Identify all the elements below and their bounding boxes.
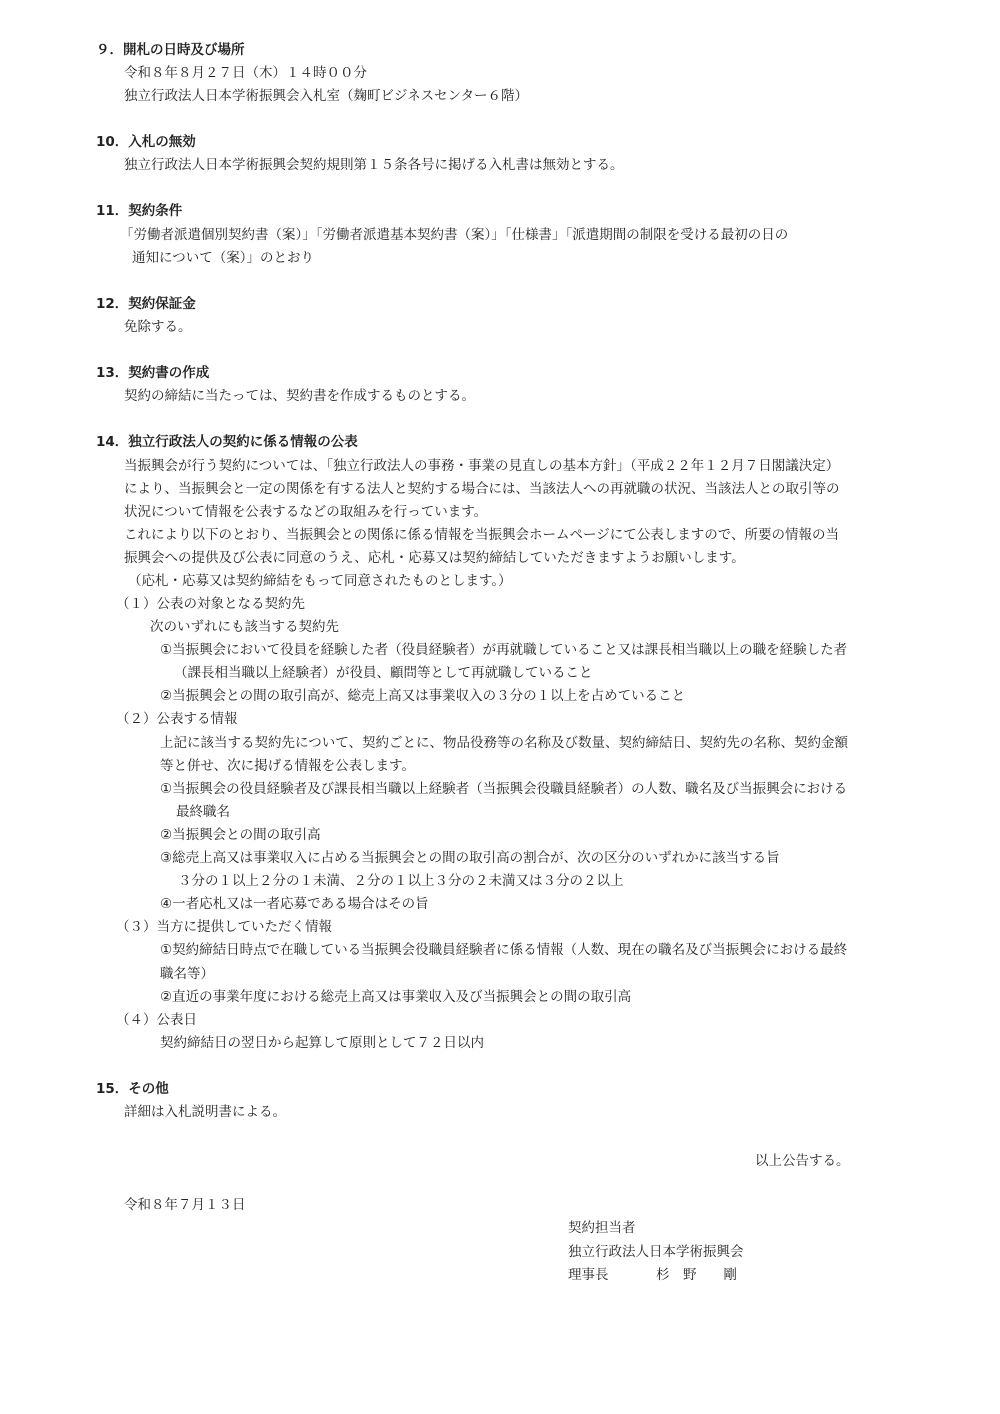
section-13-line: 契約の締結に当たっては、契約書を作成するものとする。 [124,388,475,404]
signature-title: 理事長 [568,1267,609,1283]
section-14-line: 職名等） [160,966,214,982]
notice-date: 令和８年７月１３日 [124,1197,246,1213]
section-12-line: 免除する。 [124,319,192,335]
signature-role: 契約担当者 [568,1220,636,1236]
section-14-heading: 14．独立行政法人の契約に係る情報の公表 [96,434,358,450]
section-13-heading: 13．契約書の作成 [96,365,210,381]
section-14-line: ②直近の事業年度における総売上高又は事業収入及び当振興会との間の取引高 [160,989,632,1005]
section-14-line: （課長相当職以上経験者）が役員、顧問等として再就職していること [174,665,593,681]
section-12-heading: 12．契約保証金 [96,296,196,312]
section-14-line: 上記に該当する契約先について、契約ごとに、物品役務等の名称及び数量、契約締結日、契約先の名称、契約金額 [160,735,848,751]
section-14-line: これにより以下のとおり、当振興会との関係に係る情報を当振興会ホームページにて公表しますので、所要の情報の当 [124,527,839,543]
section-9-line: 独立行政法人日本学術振興会入札室（麹町ビジネスセンター６階） [124,88,529,104]
subsection-1-heading: （１）公表の対象となる契約先 [116,596,305,612]
section-14-line: ３分の１以上２分の１未満、２分の１以上３分の２未満又は３分の２以上 [178,873,624,889]
section-14-line: 契約締結日の翌日から起算して原則として７２日以内 [160,1035,484,1051]
section-9-line: 令和８年８月２７日（木）１４時００分 [124,65,367,81]
section-9-heading: ９．開札の日時及び場所 [96,42,245,58]
section-11-heading: 11．契約条件 [96,203,183,219]
section-14-line: 次のいずれにも該当する契約先 [150,619,339,635]
subsection-4-heading: （４）公表日 [116,1012,197,1028]
closing-statement: 以上公告する。 [755,1153,850,1169]
signature-org: 独立行政法人日本学術振興会 [568,1244,744,1260]
section-15-line: 詳細は入札説明書による。 [124,1104,286,1120]
section-14-line: ②当振興会との間の取引高が、総売上高又は事業収入の３分の１以上を占めていること [160,688,686,704]
section-10-heading: 10．入札の無効 [96,134,196,150]
section-14-line: ①契約締結日時点で在職している当振興会役職員経験者に係る情報（人数、現在の職名及び当振興会における最終 [160,942,848,958]
section-14-line: ③総売上高又は事業収入に占める当振興会との間の取引高の割合が、次の区分のいずれかに該当する旨 [160,850,780,866]
signature-name: 杉 野 剛 [656,1267,737,1283]
section-14-line: 最終職名 [176,804,230,820]
section-14-line: ④一者応札又は一者応募である場合はその旨 [160,896,429,912]
section-10-line: 独立行政法人日本学術振興会契約規則第１５条各号に掲げる入札書は無効とする。 [124,157,624,173]
section-14-line: 当振興会が行う契約については、「独立行政法人の事務・事業の見直しの基本方針」（平成２２年１２月７日閣議決定） [124,458,840,474]
section-15-heading: 15．その他 [96,1081,169,1097]
section-14-line: ②当振興会との間の取引高 [160,827,321,843]
subsection-2-heading: （２）公表する情報 [116,711,238,727]
section-14-line: により、当振興会と一定の関係を有する法人と契約する場合には、当該法人への再就職の状況、当該法人との取引等の [124,481,840,497]
section-14-line: （応札・応募又は契約締結をもって同意されたものとします。） [128,573,512,589]
subsection-3-heading: （３）当方に提供していただく情報 [116,919,332,935]
section-14-line: ①当振興会において役員を経験した者（役員経験者）が再就職していること又は課長相当職以上の職を経験した者 [160,642,848,658]
section-14-line: 状況について情報を公表するなどの取組みを行っています。 [124,504,488,520]
section-11-line: 「労働者派遣個別契約書（案）」「労働者派遣基本契約書（案）」「仕様書」「派遣期間の制限を受ける最初の日の [120,227,789,243]
section-11-line: 通知について（案）」のとおり [132,250,314,266]
section-14-line: ①当振興会の役員経験者及び課長相当職以上経験者（当振興会役職員経験者）の人数、職名及び当振興会における [160,781,848,797]
section-14-line: 振興会への提供及び公表に同意のうえ、応札・応募又は契約締結していただきますようお願いします。 [124,550,745,566]
section-14-line: 等と併せ、次に掲げる情報を公表します。 [160,758,416,774]
